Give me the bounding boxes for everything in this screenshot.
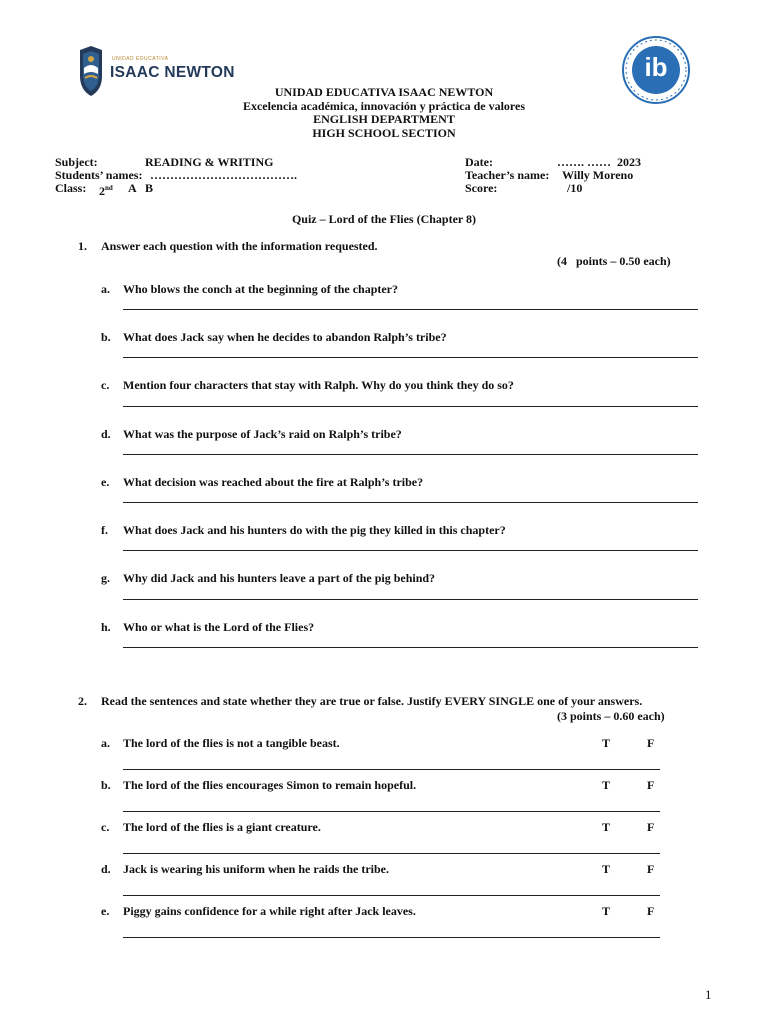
statement-letter: a. xyxy=(101,736,110,750)
school-logo-name: ISAAC NEWTON xyxy=(110,64,235,81)
false-option[interactable]: F xyxy=(647,862,655,876)
students-label: Students’ names: xyxy=(55,168,143,182)
score-label: Score: xyxy=(465,181,498,195)
section1-points: (4 points – 0.50 each) xyxy=(557,254,671,268)
answer-line[interactable] xyxy=(123,550,698,551)
question-text: Who blows the conch at the beginning of the chapter? xyxy=(123,282,399,296)
ib-logo-text: ib xyxy=(644,52,668,82)
subject-label: Subject: xyxy=(55,155,98,169)
question-text: What does Jack and his hunters do with the pig they killed in this chapter? xyxy=(123,523,506,537)
teacher-label: Teacher’s name: xyxy=(465,168,550,182)
section-title: HIGH SCHOOL SECTION xyxy=(312,126,456,140)
class-grade: 2nd xyxy=(99,184,113,198)
true-option[interactable]: T xyxy=(602,778,611,792)
false-option[interactable]: F xyxy=(647,778,655,792)
false-option[interactable]: F xyxy=(647,820,655,834)
question-letter: c. xyxy=(101,378,110,392)
answer-line[interactable] xyxy=(123,357,698,358)
true-option[interactable]: T xyxy=(602,820,611,834)
question-letter: a. xyxy=(101,282,110,296)
section1-number: 1. xyxy=(78,239,87,253)
question-text: What does Jack say when he decides to abandon Ralph’s tribe? xyxy=(123,330,447,344)
school-logo-subtext: UNIDAD EDUCATIVA xyxy=(112,56,169,62)
question-text: What was the purpose of Jack’s raid on Ralph’s tribe? xyxy=(123,427,402,441)
question-letter: e. xyxy=(101,475,110,489)
question-letter: d. xyxy=(101,427,111,441)
department-title: ENGLISH DEPARTMENT xyxy=(313,112,455,126)
justification-line[interactable] xyxy=(123,895,660,896)
false-option[interactable]: F xyxy=(647,736,655,750)
statement-letter: b. xyxy=(101,778,111,792)
statement-letter: d. xyxy=(101,862,111,876)
score-value: /10 xyxy=(567,181,583,195)
date-label: Date: xyxy=(465,155,493,169)
section2-number: 2. xyxy=(78,694,87,708)
question-text: What decision was reached about the fire at Ralph’s tribe? xyxy=(123,475,424,489)
school-motto: Excelencia académica, innovación y práctica de valores xyxy=(242,99,526,113)
page-number: 1 xyxy=(705,987,712,1002)
question-letter: h. xyxy=(101,620,111,634)
section1-instruction: Answer each question with the information requested. xyxy=(101,239,378,253)
question-text: Who or what is the Lord of the Flies? xyxy=(123,620,315,634)
class-label: Class: xyxy=(55,181,87,195)
true-option[interactable]: T xyxy=(602,904,611,918)
statement-text: The lord of the flies is not a tangible beast. xyxy=(123,736,340,750)
subject-value: READING & WRITING xyxy=(145,155,274,169)
justification-line[interactable] xyxy=(123,769,660,770)
teacher-value: Willy Moreno xyxy=(562,168,634,182)
question-letter: b. xyxy=(101,330,111,344)
statement-text: The lord of the flies encourages Simon to remain hopeful. xyxy=(123,778,417,792)
justification-line[interactable] xyxy=(123,853,660,854)
answer-line[interactable] xyxy=(123,406,698,407)
statement-text: Jack is wearing his uniform when he raids the tribe. xyxy=(123,862,390,876)
date-value: ……. …… 2023 xyxy=(557,155,641,169)
question-text: Why did Jack and his hunters leave a part of the pig behind? xyxy=(123,571,436,585)
justification-line[interactable] xyxy=(123,937,660,938)
answer-line[interactable] xyxy=(123,309,698,310)
justification-line[interactable] xyxy=(123,811,660,812)
answer-line[interactable] xyxy=(123,599,698,600)
statement-letter: c. xyxy=(101,820,110,834)
answer-line[interactable] xyxy=(123,647,698,648)
students-value: ………………………………. xyxy=(150,168,297,182)
statement-text: The lord of the flies is a giant creature. xyxy=(123,820,321,834)
false-option[interactable]: F xyxy=(647,904,655,918)
quiz-title: Quiz – Lord of the Flies (Chapter 8) xyxy=(291,212,477,226)
true-option[interactable]: T xyxy=(602,736,611,750)
answer-line[interactable] xyxy=(123,454,698,455)
section2-points: (3 points – 0.60 each) xyxy=(557,709,665,723)
true-option[interactable]: T xyxy=(602,862,611,876)
statement-letter: e. xyxy=(101,904,110,918)
question-text: Mention four characters that stay with Ralph. Why do you think they do so? xyxy=(123,378,514,392)
section2-instruction: Read the sentences and state whether they are true or false. Justify EVERY SINGLE one of your answers. xyxy=(101,694,643,708)
class-sections: A B xyxy=(128,181,154,195)
question-letter: g. xyxy=(101,571,110,585)
statement-text: Piggy gains confidence for a while right after Jack leaves. xyxy=(123,904,416,918)
answer-line[interactable] xyxy=(123,502,698,503)
school-title: UNIDAD EDUCATIVA ISAAC NEWTON xyxy=(274,85,494,99)
question-letter: f. xyxy=(101,523,108,537)
